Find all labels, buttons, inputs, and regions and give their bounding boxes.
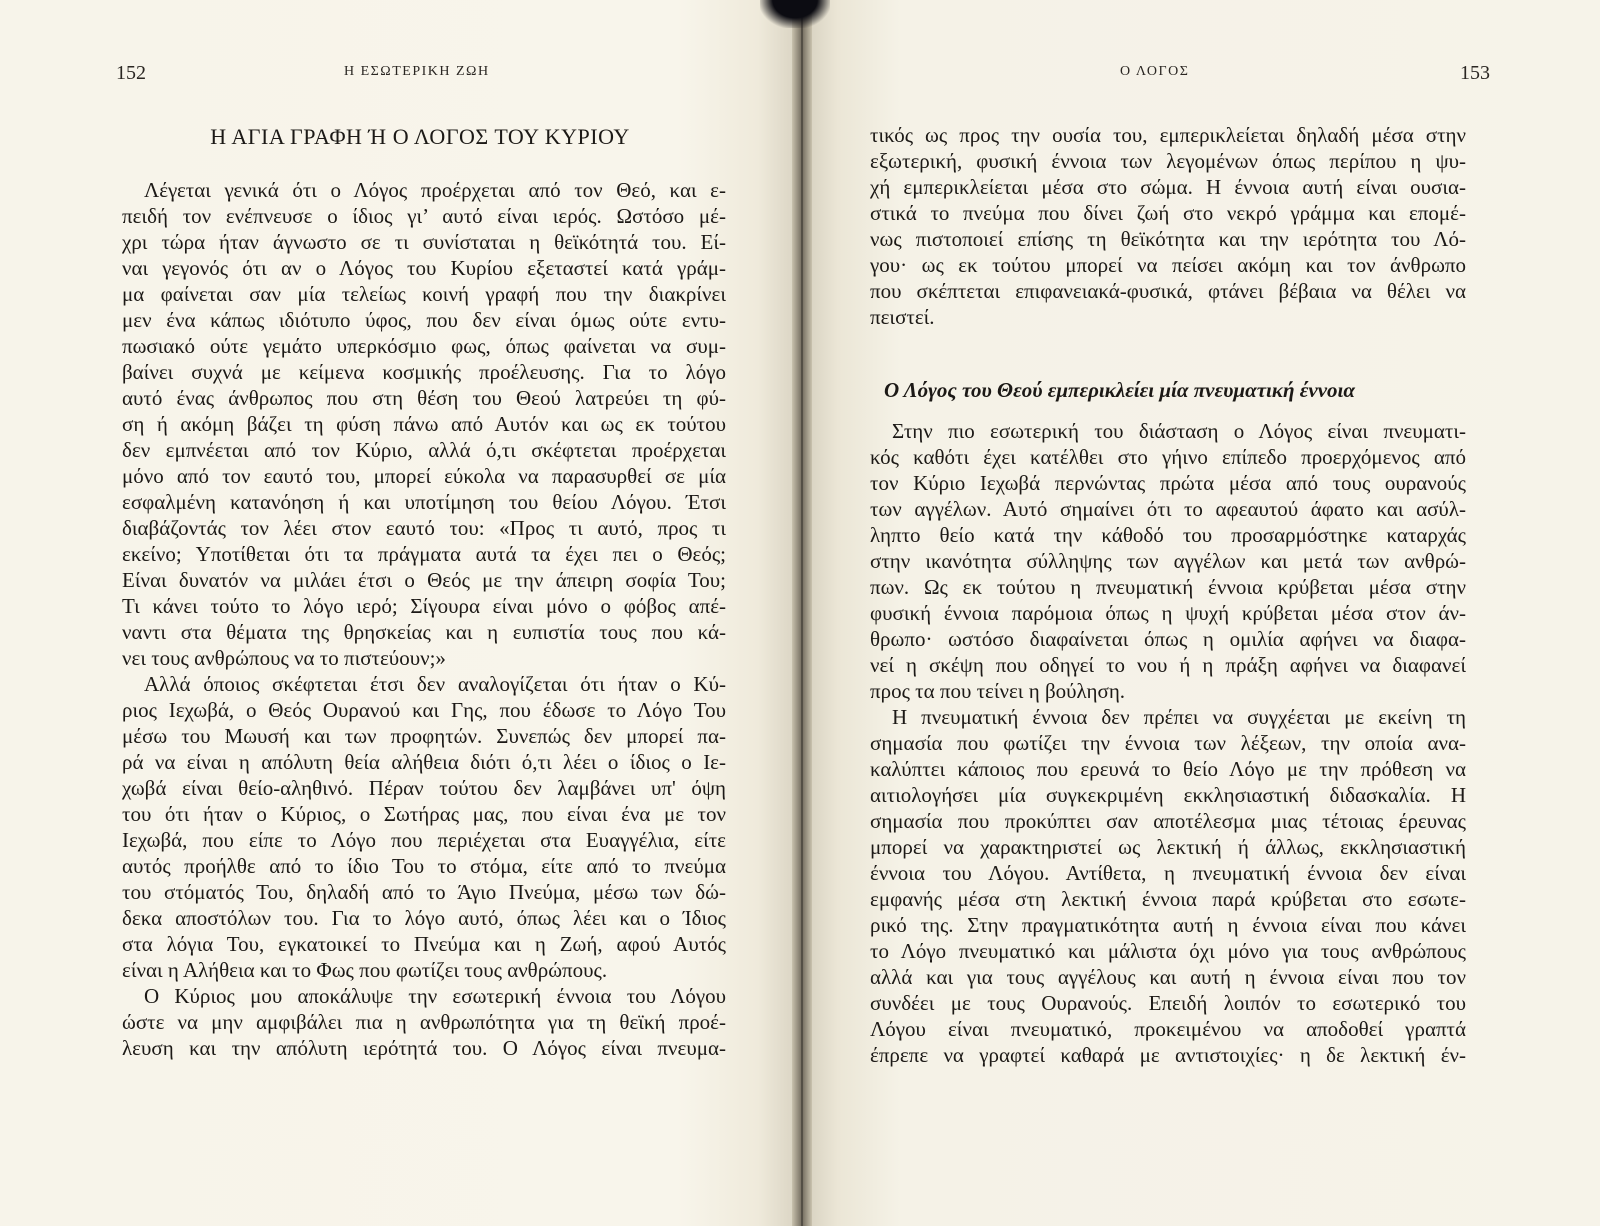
text-line: λευση και την απόλυτη ιερότητά του. Ο Λόγος είναι πνευμα- <box>122 1036 726 1060</box>
text-line: σημασία που φωτίζει την έννοια των λέξεων, την οποία ανα- <box>870 731 1466 755</box>
text-line: εξωτερική, φυσική έννοια των λεγομένων όπως περίπου η ψυ- <box>870 149 1466 173</box>
text-line: μέσω του Μωυσή και των προφητών. Συνεπώς δεν μπορεί πα- <box>122 724 726 748</box>
text-line: στην ικανότητα σύλληψης των αγγέλων και μετά των ανθρώ- <box>870 549 1466 573</box>
page-number-left: 152 <box>116 62 146 84</box>
text-line: μεν ένα κάπως ιδιότυπο ύφος, που δεν είναι όμως ούτε εντυ- <box>122 308 726 332</box>
text-line: προς τα που τείνει η βούληση. <box>870 679 1126 703</box>
running-head-left: Η ΕΣΩΤΕΡΙΚΗ ΖΩΗ <box>344 64 490 79</box>
text-line: δεκα αποστόλων του. Για το λόγο αυτό, όπως λέει και ο Ίδιος <box>122 906 726 930</box>
text-line: θρωπο· ωστόσο διαφαίνεται όπως η ομιλία αφήνει να διαφα- <box>870 627 1466 651</box>
text-line: ώστε να μην αμφιβάλει πια η ανθρωπότητα για τη θεϊκή προέ- <box>122 1010 726 1034</box>
text-line: αυτός προήλθε από το ίδιο Του το στόμα, είτε από το πνεύμα <box>122 854 726 878</box>
text-line: μόνο από τον εαυτό του, μπορεί εύκολα να παρασυρθεί σε μία <box>122 464 726 488</box>
text-line: ναντι στα θέματα της θρησκείας και η ευπιστία τους που κά- <box>122 620 726 644</box>
text-line: φυσική έννοια παρόμοια όπως η ψυχή κρύβεται μέσα στον άν- <box>870 601 1466 625</box>
text-line: αυτό ένας άνθρωπος που στη θέση του Θεού λατρεύει τη φύ- <box>122 386 726 410</box>
text-line: συνδέει με τους Ουρανούς. Επειδή λοιπόν το εσωτερικό του <box>870 991 1466 1015</box>
text-line: μα φαίνεται σαν μία τελείως κοινή γραφή που την διακρίνει <box>122 282 726 306</box>
text-line: τικός ως προς την ουσία του, εμπερικλείεται δηλαδή μέσα στην <box>870 123 1466 147</box>
text-line: πειστεί. <box>870 305 935 329</box>
text-line: στα λόγια Του, εγκατοικεί το Πνεύμα και η Ζωή, αφού Αυτός <box>122 932 726 956</box>
text-line: ληπτο θείο κατά την κάθοδό του προσαρμόστηκε καταρχάς <box>870 523 1466 547</box>
running-head-right: Ο ΛΟΓΟΣ <box>1120 64 1190 79</box>
book-gutter <box>792 0 812 1226</box>
text-line: του ότι ήταν ο Κύριος, ο Σωτήρας μας, που είναι ένα με τον <box>122 802 726 826</box>
left-page <box>0 0 798 1226</box>
text-line: εσφαλμένη κατανόηση ή και υποτίμηση του θείου Λόγου. Έτσι <box>122 490 726 514</box>
text-line: τον Κύριο Ιεχωβά περνώντας πρώτα μέσα από τους ουρανούς <box>870 471 1466 495</box>
text-line: ρικό της. Στην πραγματικότητα αυτή η έννοια είναι που κάνει <box>870 913 1466 937</box>
text-line: Τι κάνει τούτο το λόγο ιερό; Σίγουρα είναι μόνο ο φόβος απέ- <box>122 594 726 618</box>
text-line: εμφανής μέσα στη λεκτική έννοια παρά κρύβεται στο εσωτε- <box>870 887 1466 911</box>
left-page-body <box>122 177 726 1061</box>
section-heading: Ο Λόγος του Θεού εμπερικλείει μία πνευματική έννοια <box>884 378 1355 402</box>
text-line: πωσιακό ούτε γεμάτο υπερκόσμιο φως, όπως φαίνεται να συμ- <box>122 334 726 358</box>
text-line: αιτιολογήσει μία συγκεκριμένη εκκλησιαστική διδασκαλία. Η <box>870 783 1466 807</box>
text-line: κός καθότι έχει κατέλθει στο γήινο επίπεδο προερχόμενος από <box>870 445 1466 469</box>
text-line: χωβά είναι θείο-αληθινό. Πέραν τούτου δεν λαμβάνει υπ' όψη <box>122 776 726 800</box>
text-line: καλύπτει κάποιος που ερευνά το θείο Λόγο με την πρόθεση να <box>870 757 1466 781</box>
text-line: Ο Κύριος μου αποκάλυψε την εσωτερική έννοια του Λόγου <box>144 984 726 1008</box>
text-line: νεί η σκέψη που οδηγεί το νου ή η πράξη αφήνει να διαφανεί <box>870 653 1466 677</box>
text-line: έπρεπε να γραφτεί καθαρά με αντιστοιχίες· η δε λεκτική έν- <box>870 1043 1466 1067</box>
text-line: Αλλά όποιος σκέφτεται έτσι δεν αναλογίζεται ότι ήταν ο Κύ- <box>144 672 726 696</box>
text-line: χρι τώρα ήταν άγνωστο σε τι συνίσταται η θεϊκότητά του. Εί- <box>122 230 726 254</box>
text-line: νως πιστοποιεί επίσης τη θεϊκότητα και την ιερότητα του Λό- <box>870 227 1466 251</box>
text-line: εκείνο; Υποτίθεται ότι τα πράγματα αυτά τα έχει πει ο Θεός; <box>122 542 726 566</box>
text-line: Λέγεται γενικά ότι ο Λόγος προέρχεται από τον Θεό, και ε- <box>144 178 726 202</box>
text-line: στικά το πνεύμα που δίνει ζωή στο νεκρό γράμμα και επομέ- <box>870 201 1466 225</box>
text-line: διαβάζοντάς τον λέει στον εαυτό του: «Προς τι αυτό, προς τι <box>122 516 726 540</box>
text-line: ση ή ακόμη βάζει τη φύση πάνω από Αυτόν και ως εκ τούτου <box>122 412 726 436</box>
text-line: Λόγου είναι πνευματικό, προκειμένου να αποδοθεί γραπτά <box>870 1017 1466 1041</box>
gutter-shadow <box>760 0 830 28</box>
text-line: Στην πιο εσωτερική του διάσταση ο Λόγος είναι πνευματι- <box>892 419 1466 443</box>
text-line: δεν εμπνέεται από τον Κύριο, αλλά ό,τι σκέφτεται προέρχεται <box>122 438 726 462</box>
text-line: σημασία που προκύπτει σαν αποτέλεσμα μιας τέτοιας έρευνας <box>870 809 1466 833</box>
text-line: το Λόγο πνευματικό και μάλιστα όχι μόνο για τους ανθρώπους <box>870 939 1466 963</box>
text-line: του στόματός Του, δηλαδή από το Άγιο Πνεύμα, μέσω των δώ- <box>122 880 726 904</box>
text-line: Η πνευματική έννοια δεν πρέπει να συγχέεται με εκείνη τη <box>892 705 1466 729</box>
text-line: έννοια του Λόγου. Αντίθετα, η πνευματική έννοια δεν είναι <box>870 861 1466 885</box>
text-line: χή εμπερικλείεται μέσα στο σώμα. Η έννοια αυτή είναι ουσια- <box>870 175 1466 199</box>
text-line: των αγγέλων. Αυτό σημαίνει ότι το αφεαυτού άφατο και ασύλ- <box>870 497 1466 521</box>
text-line: μπορεί να χαρακτηριστεί ως λεκτική ή άλλως, εκκλησιαστική <box>870 835 1466 859</box>
page-number-right: 153 <box>1460 62 1490 84</box>
text-line: πειδή τον ενέπνευσε ο ίδιος γι’ αυτό είναι ιερός. Ωστόσο μέ- <box>122 204 726 228</box>
text-line: νει τους ανθρώπους να το πιστεύουν;» <box>122 646 446 670</box>
text-line: που σκέπτεται επιφανειακά-φυσικά, φτάνει βέβαια να θέλει να <box>870 279 1466 303</box>
text-line: αλλά και για τους αγγέλους και αυτή η έννοια είναι που τον <box>870 965 1466 989</box>
chapter-title: Η ΑΓΙΑ ΓΡΑΦΗ Ή Ο ΛΟΓΟΣ ΤΟΥ ΚΥΡΙΟΥ <box>210 124 630 149</box>
text-line: γου· ως εκ τούτου μπορεί να πείσει ακόμη και τον άνθρωπο <box>870 253 1466 277</box>
text-line: ρά να είναι η απόλυτη θεία αλήθεια διότι ό,τι λέει ο ίδιος ο Ιε- <box>122 750 726 774</box>
text-line: Ιεχωβά, που είπε το Λόγο που περιέχεται στα Ευαγγέλια, είτε <box>122 828 726 852</box>
text-line: ριος Ιεχωβά, ο Θεός Ουρανού και Γης, που έδωσε το Λόγο Του <box>122 698 726 722</box>
text-line: Είναι δυνατόν να μιλάει έτσι ο Θεός με την άπειρη σοφία Του; <box>122 568 726 592</box>
right-page-body-bottom <box>870 418 1466 1068</box>
text-line: είναι η Αλήθεια και το Φως που φωτίζει τους ανθρώπους. <box>122 958 608 982</box>
text-line: βαίνει συχνά με κείμενα κοσμικής προέλευσης. Για το λόγο <box>122 360 726 384</box>
right-page-body-top <box>870 122 1466 330</box>
text-line: πων. Ως εκ τούτου η πνευματική έννοια κρύβεται μέσα στην <box>870 575 1466 599</box>
text-line: ναι γεγονός ότι αν ο Λόγος του Κυρίου εξεταστεί κατά γράμ- <box>122 256 726 280</box>
